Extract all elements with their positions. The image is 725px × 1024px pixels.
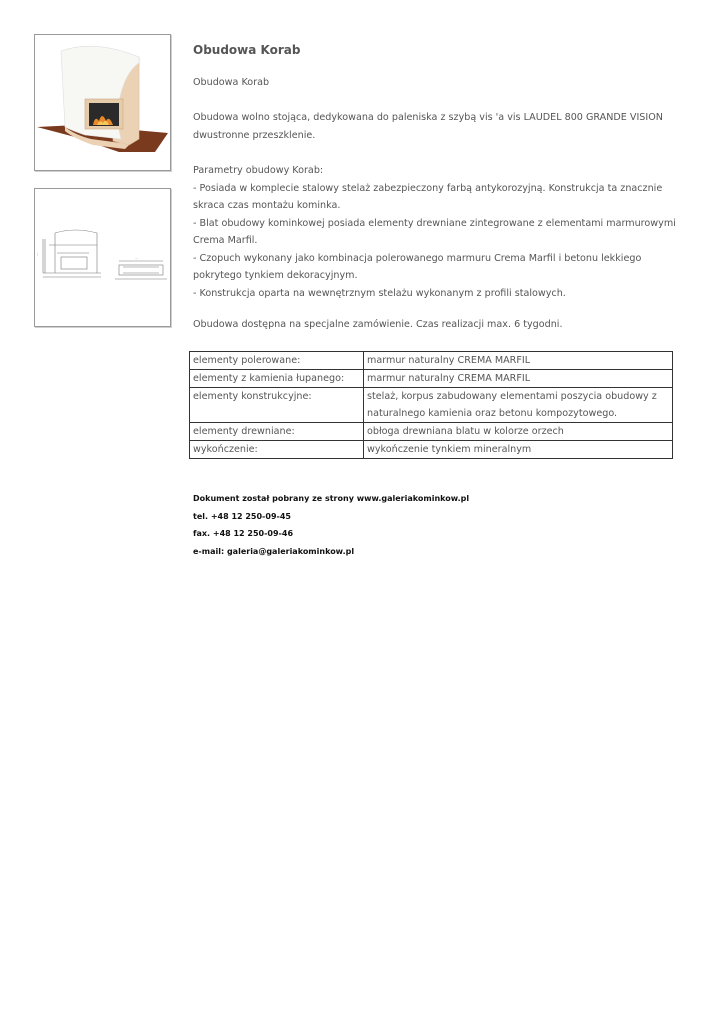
- product-parameters: [193, 162, 688, 302]
- spec-key: wykończenie:: [190, 441, 364, 459]
- spec-value: marmur naturalny CREMA MARFIL: [364, 370, 673, 388]
- product-content: [193, 42, 688, 330]
- fax-number: fax. +48 12 250-09-46: [193, 529, 294, 538]
- svg-text:|: |: [37, 252, 39, 256]
- spec-value: marmur naturalny CREMA MARFIL: [364, 352, 673, 370]
- spec-key: elementy drewniane:: [190, 423, 364, 441]
- table-row: [190, 423, 673, 441]
- params-heading: Parametry obudowy Korab:: [193, 165, 324, 176]
- param-item: - Blat obudowy kominkowej posiada elementy drewniane zintegrowane z elementami marmurowymi Crema Marfil.: [193, 217, 676, 246]
- specs-table: [189, 351, 673, 459]
- email-address: e-mail: galeria@galeriakominkow.pl: [193, 546, 355, 556]
- technical-drawing-image: [35, 189, 170, 326]
- availability-note: Obudowa dostępna na specjalne zamówienie. Czas realizacji max. 6 tygodni.: [193, 319, 563, 330]
- source-note: Dokument został pobrany ze strony www.galeriakominkow.pl: [193, 494, 470, 503]
- spec-key: elementy z kamienia łupanego:: [190, 370, 364, 388]
- spec-key: elementy konstrukcyjne:: [190, 388, 364, 423]
- table-row: [190, 388, 673, 423]
- param-item: - Konstrukcja oparta na wewnętrznym stelażu wykonanym z profili stalowych.: [193, 287, 566, 299]
- spec-value: wykończenie tynkiem mineralnym: [364, 441, 673, 459]
- technical-drawing[interactable]: [34, 188, 171, 327]
- product-photo[interactable]: [34, 34, 171, 171]
- table-row: [190, 441, 673, 459]
- spec-value: stelaż, korpus zabudowany elementami poszycia obudowy z naturalnego kamienia oraz betonu kompozytowego.: [364, 388, 673, 423]
- page-title: Obudowa Korab: [193, 43, 301, 57]
- param-item: - Czopuch wykonany jako kombinacja polerowanego marmuru Crema Marfil i betonu lekkiego pokrytego tynkiem dekoracyjnym.: [193, 252, 642, 281]
- param-item: - Posiada w komplecie stalowy stelaż zabezpieczony farbą antykorozyjną. Konstrukcja ta znacznie skraca czas montażu kominka.: [193, 182, 663, 211]
- product-subtitle: Obudowa Korab: [193, 77, 270, 88]
- spec-value: obłoga drewniana blatu w kolorze orzech: [364, 423, 673, 441]
- fireplace-photo-image: [35, 35, 170, 170]
- phone-number: tel. +48 12 250-09-45: [193, 511, 291, 521]
- svg-text:—: —: [135, 256, 138, 260]
- product-description: Obudowa wolno stojąca, dedykowana do paleniska z szybą vis 'a vis LAUDEL 800 GRANDE VISION dwustronne przeszklenie.: [193, 112, 663, 141]
- spec-key: elementy polerowane:: [190, 352, 364, 370]
- table-row: [190, 352, 673, 370]
- table-row: [190, 370, 673, 388]
- contact-footer: [193, 490, 469, 560]
